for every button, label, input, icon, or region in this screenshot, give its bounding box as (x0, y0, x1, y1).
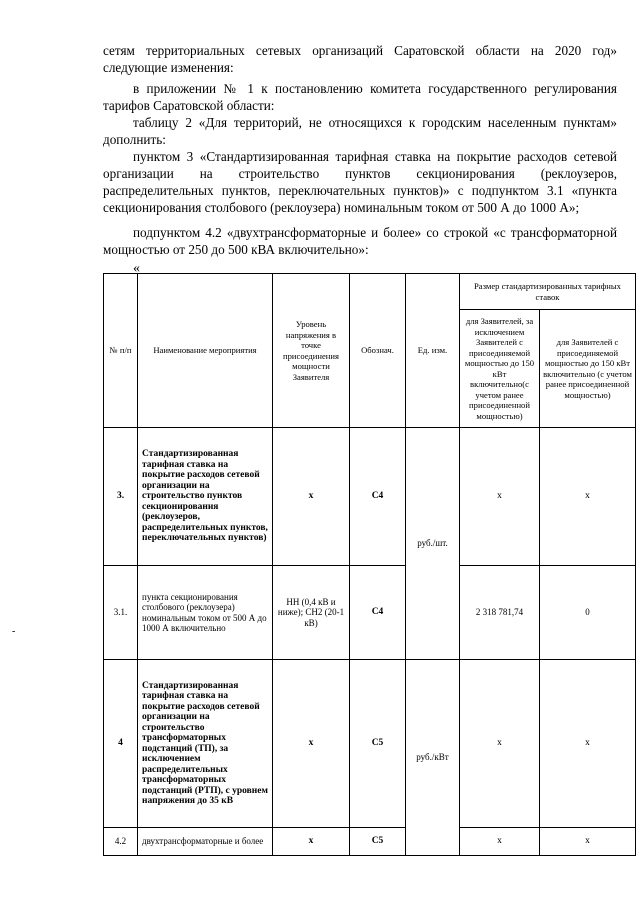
header-name: Наименование мероприятия (138, 274, 273, 428)
header-code: Обознач. (350, 274, 406, 428)
row-code: С5 (350, 660, 406, 828)
header-rate-b: для Заявителей с присоединяемой мощностью до 150 кВт включительно (с учетом ранее присоединенной мощностью) (540, 310, 636, 428)
row-code: С5 (350, 828, 406, 856)
header-rate-a: для Заявителей, за исключением Заявителей с присоединяемой мощностью до 150 кВт включительно(с учетом ранее присоединенной мощностью) (460, 310, 540, 428)
row-name: Стандартизированная тарифная ставка на покрытие расходов сетевой организации на строительство трансформаторных подстанций (ТП), за исключением распределительных трансформаторных подстанций (РТП), с уровнем напряжения до 35 кВ (138, 660, 273, 828)
row-num: 4.2 (104, 828, 138, 856)
row-rate-b: x (540, 660, 636, 828)
row-voltage: x (273, 828, 350, 856)
table-row (104, 828, 636, 856)
paragraph-item3: пунктом 3 «Стандартизированная тарифная ставка на покрытие расходов сетевой организации на строительство пунктов секционирования (реклоузеров, распределительных пунктов, переключательных пунктов)» с подпунктом 3.1 «пункта секционирования столбового (реклоузера) номинальным током от 500 А до 1000 А»; (103, 149, 617, 215)
paragraph-subitem42: подпунктом 4.2 «двухтрансформаторные и более» со строкой «с трансформаторной мощностью от 250 до 500 кВА включительно»: (103, 225, 617, 257)
margin-mark: - (12, 626, 16, 637)
paragraph-intro: сетям территориальных сетевых организаций Саратовской области на 2020 год» следующие изменения: (103, 43, 617, 75)
row-voltage: x (273, 660, 350, 828)
table-row (104, 428, 636, 566)
row-voltage: x (273, 428, 350, 566)
header-unit: Ед. изм. (406, 274, 460, 428)
header-voltage: Уровень напряжения в точке присоединения мощности Заявителя (273, 274, 350, 428)
paragraph-table2: таблицу 2 «Для территорий, не относящихся к городским населенным пунктам» дополнить: (103, 115, 617, 147)
table-row (104, 660, 636, 828)
row-rate-a: 2 318 781,74 (460, 566, 540, 660)
row-num: 3.1. (104, 566, 138, 660)
row-rate-a: x (460, 828, 540, 856)
paragraph-appendix: в приложении № 1 к постановлению комитета государственного регулирования тарифов Саратовской области: (103, 81, 617, 113)
tariff-table (103, 273, 636, 856)
table-row (104, 566, 636, 660)
row-code: С4 (350, 428, 406, 566)
header-rate-group: Размер стандартизированных тарифных ставок (460, 274, 636, 310)
row-num: 4 (104, 660, 138, 828)
row-rate-b: x (540, 828, 636, 856)
row-name: двухтрансформаторные и более (138, 828, 273, 856)
row-rate-b: x (540, 428, 636, 566)
table-header-row (104, 274, 636, 310)
row-rate-a: x (460, 660, 540, 828)
row-unit-pcs: руб./шт. (406, 428, 460, 660)
row-name: Стандартизированная тарифная ставка на покрытие расходов сетевой организации на строительство пунктов секционирования (реклоузеров, распределительных пунктов, переключательных пунктов) (138, 428, 273, 566)
opening-quote: « (133, 261, 140, 276)
row-rate-a: x (460, 428, 540, 566)
row-voltage: НН (0,4 кВ и ниже); СН2 (20-1 кВ) (273, 566, 350, 660)
row-unit-kw: руб./кВт (406, 660, 460, 856)
row-rate-b: 0 (540, 566, 636, 660)
row-code: С4 (350, 566, 406, 660)
header-num: № п/п (104, 274, 138, 428)
row-num: 3. (104, 428, 138, 566)
row-name: пункта секционирования столбового (реклоузера) номинальным током от 500 А до 1000 А включительно (138, 566, 273, 660)
